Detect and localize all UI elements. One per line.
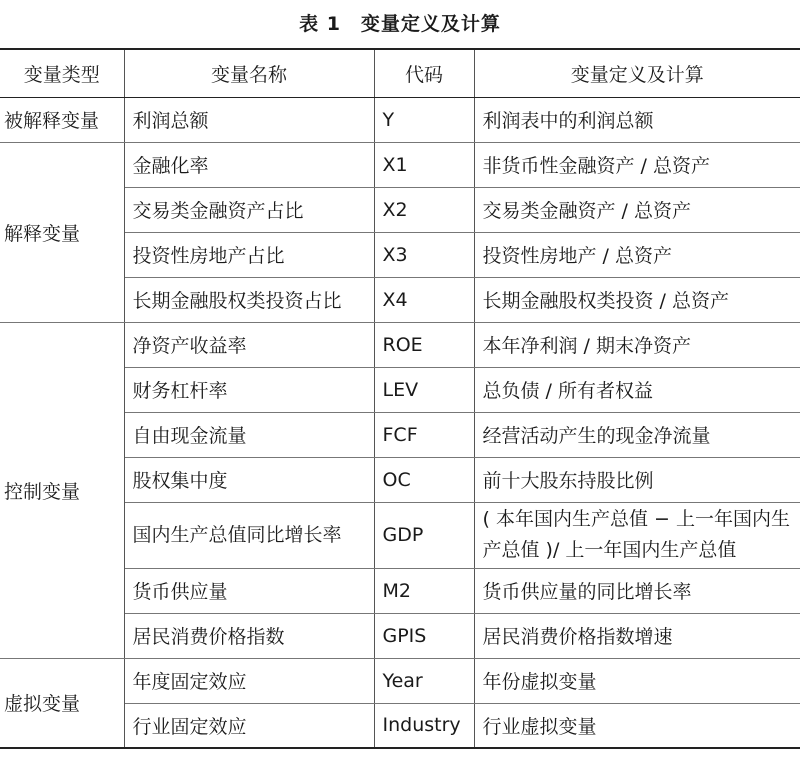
code-cell: GDP — [374, 502, 474, 568]
variable-type-cell: 被解释变量 — [0, 97, 124, 142]
code-cell: Y — [374, 97, 474, 142]
variable-name-cell: 净资产收益率 — [124, 322, 374, 367]
definition-cell: 货币供应量的同比增长率 — [474, 568, 800, 613]
code-cell: X4 — [374, 277, 474, 322]
definition-cell: ( 本年国内生产总值 − 上一年国内生产总值 )/ 上一年国内生产总值 — [474, 502, 800, 568]
variable-name-cell: 财务杠杆率 — [124, 367, 374, 412]
definition-cell: 本年净利润 / 期末净资产 — [474, 322, 800, 367]
variable-type-cell: 控制变量 — [0, 322, 124, 658]
definition-cell: 交易类金融资产 / 总资产 — [474, 187, 800, 232]
variable-definition-table — [0, 48, 800, 749]
definition-cell: 年份虚拟变量 — [474, 658, 800, 703]
definition-cell: 经营活动产生的现金净流量 — [474, 412, 800, 457]
definition-cell: 行业虚拟变量 — [474, 703, 800, 748]
definition-cell: 非货币性金融资产 / 总资产 — [474, 142, 800, 187]
code-cell: X1 — [374, 142, 474, 187]
variable-name-cell: 股权集中度 — [124, 457, 374, 502]
header-definition: 变量定义及计算 — [474, 49, 800, 97]
variable-name-cell: 投资性房地产占比 — [124, 232, 374, 277]
variable-name-cell: 利润总额 — [124, 97, 374, 142]
code-cell: OC — [374, 457, 474, 502]
variable-name-cell: 自由现金流量 — [124, 412, 374, 457]
table-caption: 表 1 变量定义及计算 — [299, 13, 501, 35]
definition-cell: 前十大股东持股比例 — [474, 457, 800, 502]
code-cell: LEV — [374, 367, 474, 412]
code-cell: X3 — [374, 232, 474, 277]
variable-name-cell: 年度固定效应 — [124, 658, 374, 703]
code-cell: ROE — [374, 322, 474, 367]
code-cell: Year — [374, 658, 474, 703]
definition-cell: 总负债 / 所有者权益 — [474, 367, 800, 412]
header-code: 代码 — [374, 49, 474, 97]
header-row — [0, 49, 800, 97]
definition-cell: 居民消费价格指数增速 — [474, 613, 800, 658]
variable-type-cell: 虚拟变量 — [0, 658, 124, 748]
variable-name-cell: 居民消费价格指数 — [124, 613, 374, 658]
definition-cell: 长期金融股权类投资 / 总资产 — [474, 277, 800, 322]
code-cell: GPIS — [374, 613, 474, 658]
code-cell: FCF — [374, 412, 474, 457]
variable-name-cell: 长期金融股权类投资占比 — [124, 277, 374, 322]
code-cell: X2 — [374, 187, 474, 232]
definition-cell: 投资性房地产 / 总资产 — [474, 232, 800, 277]
code-cell: M2 — [374, 568, 474, 613]
table-row — [0, 322, 800, 367]
table-row — [0, 658, 800, 703]
header-variable-type: 变量类型 — [0, 49, 124, 97]
variable-name-cell: 交易类金融资产占比 — [124, 187, 374, 232]
variable-name-cell: 国内生产总值同比增长率 — [124, 502, 374, 568]
variable-type-cell: 解释变量 — [0, 142, 124, 322]
table-row — [0, 142, 800, 187]
header-variable-name: 变量名称 — [124, 49, 374, 97]
code-cell: Industry — [374, 703, 474, 748]
variable-name-cell: 行业固定效应 — [124, 703, 374, 748]
variable-name-cell: 金融化率 — [124, 142, 374, 187]
definition-cell: 利润表中的利润总额 — [474, 97, 800, 142]
table-row — [0, 97, 800, 142]
variable-name-cell: 货币供应量 — [124, 568, 374, 613]
